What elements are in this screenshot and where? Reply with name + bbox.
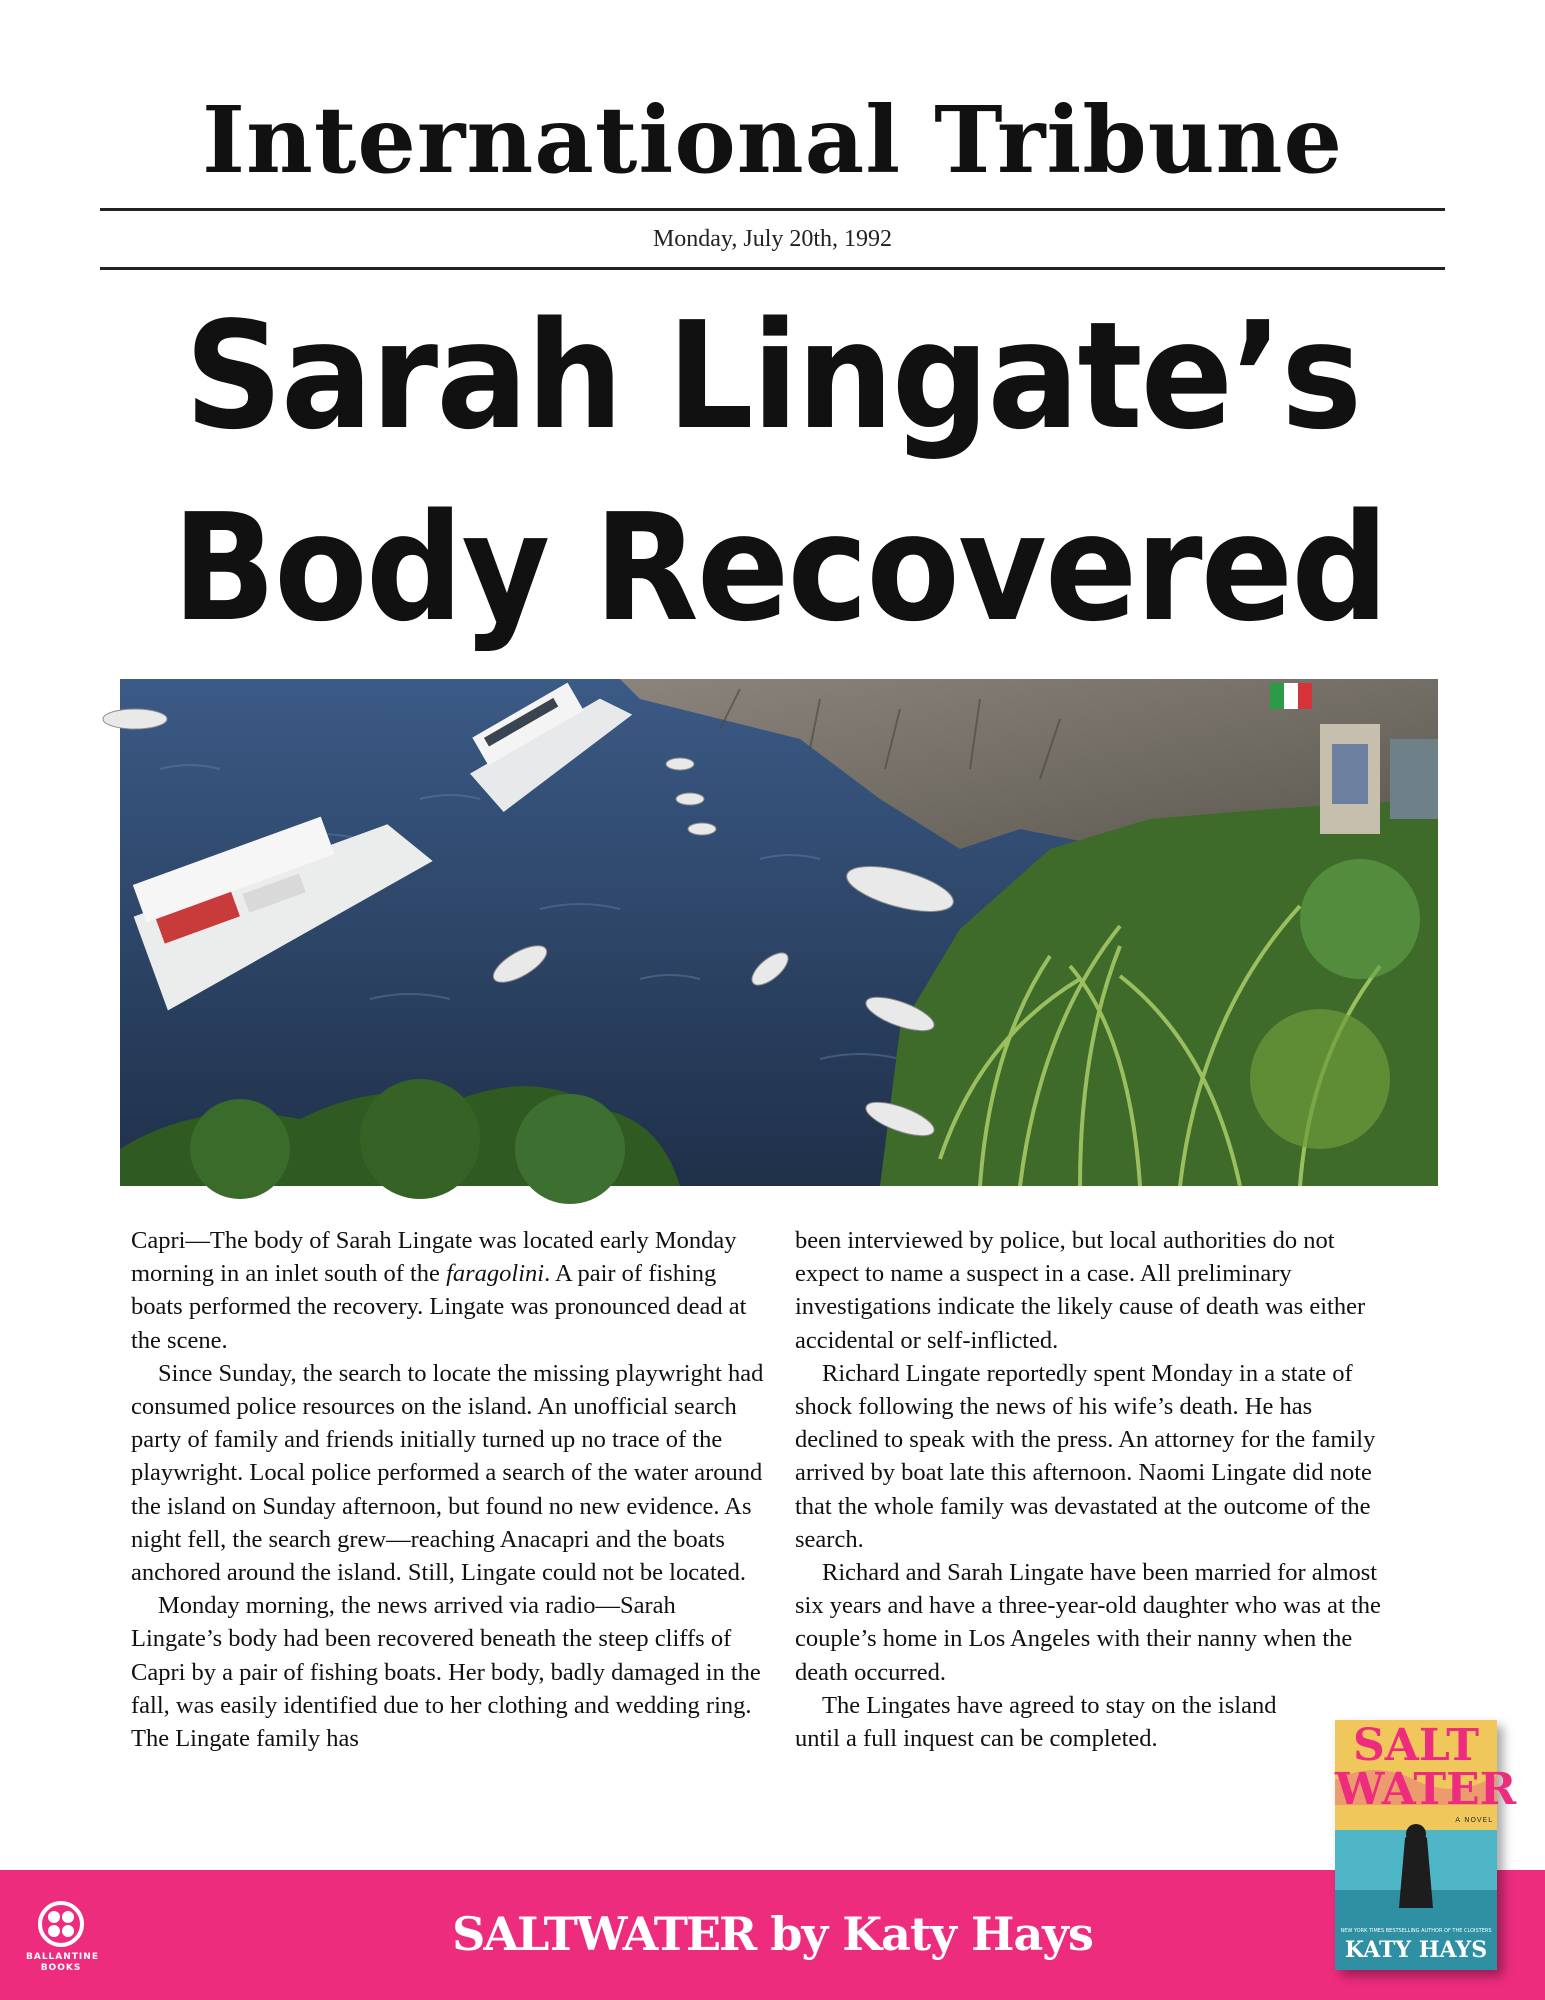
book-cover-title	[1335, 1720, 1517, 1815]
article-paragraph: Since Sunday, the search to locate the missing playwright had consumed police resources on the island. An unofficial search party of family and friends initially turned up no trace of the playwright. Local police performed a search of the water around the island on Sunday afternoon, but found no new evidence. As night fell, the search grew—reaching Anacapri and the boats anchored around the island. Still, Lingate could not be located.	[131, 1359, 764, 1587]
article-paragraph: The Lingates have agreed to stay on the island until a full inquest can be completed.	[795, 1691, 1277, 1753]
publisher-name: BALLANTINE BOOKS	[26, 1952, 99, 1973]
article-paragraph: been interviewed by police, but local authorities do not expect to name a suspect in a case. All preliminary investigations indicate the likely cause of death was either accidental or self-inflicted.	[795, 1227, 1366, 1354]
article-paragraph: Richard Lingate reportedly spent Monday in a state of shock following the news of his wife’s death. He has declined to speak with the press. An attorney for the family arrived by boat late this afternoon. Naomi Lingate did note that the whole family was devastated at the outcome of the search.	[795, 1359, 1376, 1553]
article-paragraph-emphasis: faragolini	[446, 1260, 545, 1288]
footer-book-title: SALTWATER	[452, 1907, 756, 1961]
dateline: Monday, July 20th, 1992	[652, 226, 893, 252]
book-cover-author: KATY HAYS	[1344, 1937, 1488, 1963]
article-column-1	[131, 1224, 771, 1755]
headline-line-1: Sarah Lingate’s	[184, 290, 1361, 462]
book-cover-tagline: NEW YORK TIMES BESTSELLING AUTHOR OF THE CLOISTERS	[1340, 1928, 1492, 1934]
footer-title	[0, 1904, 1545, 1964]
article-paragraph: Monday morning, the news arrived via radio—Sarah Lingate’s body had been recovered beneath the steep cliffs of Capri by a pair of fishing boats. Her body, badly damaged in the fall, was easily identified due to her clothing and wedding ring. The Lingate family has	[131, 1592, 761, 1753]
photo-capri-inlet	[120, 679, 1438, 1186]
article-paragraph	[131, 1224, 771, 1357]
masthead-rule-top	[100, 208, 1445, 211]
book-cover-title-line-1: SALT	[1352, 1720, 1479, 1771]
masthead-title: International Tribune	[201, 86, 1344, 194]
book-cover-subtitle: A NOVEL	[1455, 1816, 1493, 1824]
article-column-2	[795, 1224, 1395, 1755]
footer-banner	[0, 1870, 1545, 2000]
article-paragraph-lead: Capri—The body of Sarah Lingate was located early Monday morning in an inlet south of the	[131, 1227, 737, 1288]
book-cover	[1335, 1720, 1517, 1970]
headline	[120, 280, 1425, 664]
book-cover-title-line-2: WATER	[1335, 1764, 1517, 1815]
article-paragraph: Richard and Sarah Lingate have been married for almost six years and have a three-year-old daughter who was at the couple’s home in Los Angeles with their nanny when the death occurred.	[795, 1559, 1381, 1686]
article-paragraph-tail: . A pair of fishing boats performed the recovery. Lingate was pronounced dead at the scene.	[131, 1260, 747, 1354]
footer-byline: by Katy Hays	[755, 1907, 1093, 1961]
headline-line-2: Body Recovered	[172, 482, 1387, 654]
photo-capri-inlet-illustration	[120, 679, 1438, 1186]
masthead-rule-bottom	[100, 267, 1445, 270]
